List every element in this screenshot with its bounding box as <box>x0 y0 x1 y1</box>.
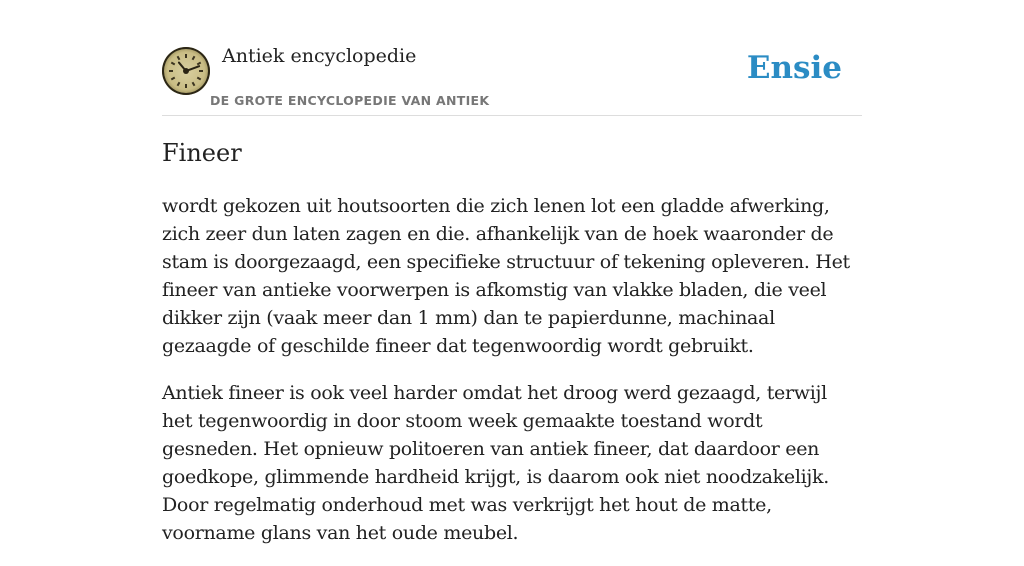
brand-logo-link[interactable]: Ensie <box>746 50 842 86</box>
site-header <box>162 0 862 116</box>
page-title: Fineer <box>162 139 242 167</box>
clock-tick <box>185 84 187 88</box>
clock-tick <box>192 82 196 86</box>
clock-tick <box>171 62 175 66</box>
site-tagline: DE GROTE ENCYCLOPEDIE VAN ANTIEK <box>210 93 490 108</box>
article-paragraph: wordt gekozen uit houtsoorten die zich lenen lot een gladde afwerking, zich zeer dun laten zagen en die. afhankelijk van de hoek waaronder de stam is doorgezaagd, een specifieke structuur of tekening opleveren. Het fineer van antieke voorwerpen is afkomstig van vlakke bladen, die veel dikker zijn (vaak meer dan 1 mm) dan te papierdunne, machinaal gezaagde of geschilde fineer dat tegenwoordig wordt gebruikt. <box>162 195 850 357</box>
content-container <box>162 0 862 544</box>
clock-tick <box>177 56 181 60</box>
clock-tick <box>197 77 201 81</box>
clock-tick <box>199 70 203 72</box>
article-body <box>162 192 862 566</box>
clock-tick <box>185 54 187 58</box>
clock-hub <box>183 68 189 74</box>
clock-tick <box>169 70 173 72</box>
clock-tick <box>192 56 196 60</box>
site-title-link[interactable]: Antiek encyclopedie <box>222 45 417 67</box>
clock-icon[interactable] <box>162 47 210 95</box>
clock-tick <box>171 77 175 81</box>
article-paragraph: Antiek fineer is ook veel harder omdat het droog werd gezaagd, terwijl het tegenwoordig in door stoom week gemaakte toestand wordt gesneden. Het opnieuw politoeren van antiek fineer, dat daardoor een goedkope, glimmende hardheid krijgt, is daarom ook niet noodzakelijk. Door regelmatig onderhoud met was verkrijgt het hout de matte, voorname glans van het oude meubel. <box>162 382 829 544</box>
clock-tick <box>177 82 181 86</box>
